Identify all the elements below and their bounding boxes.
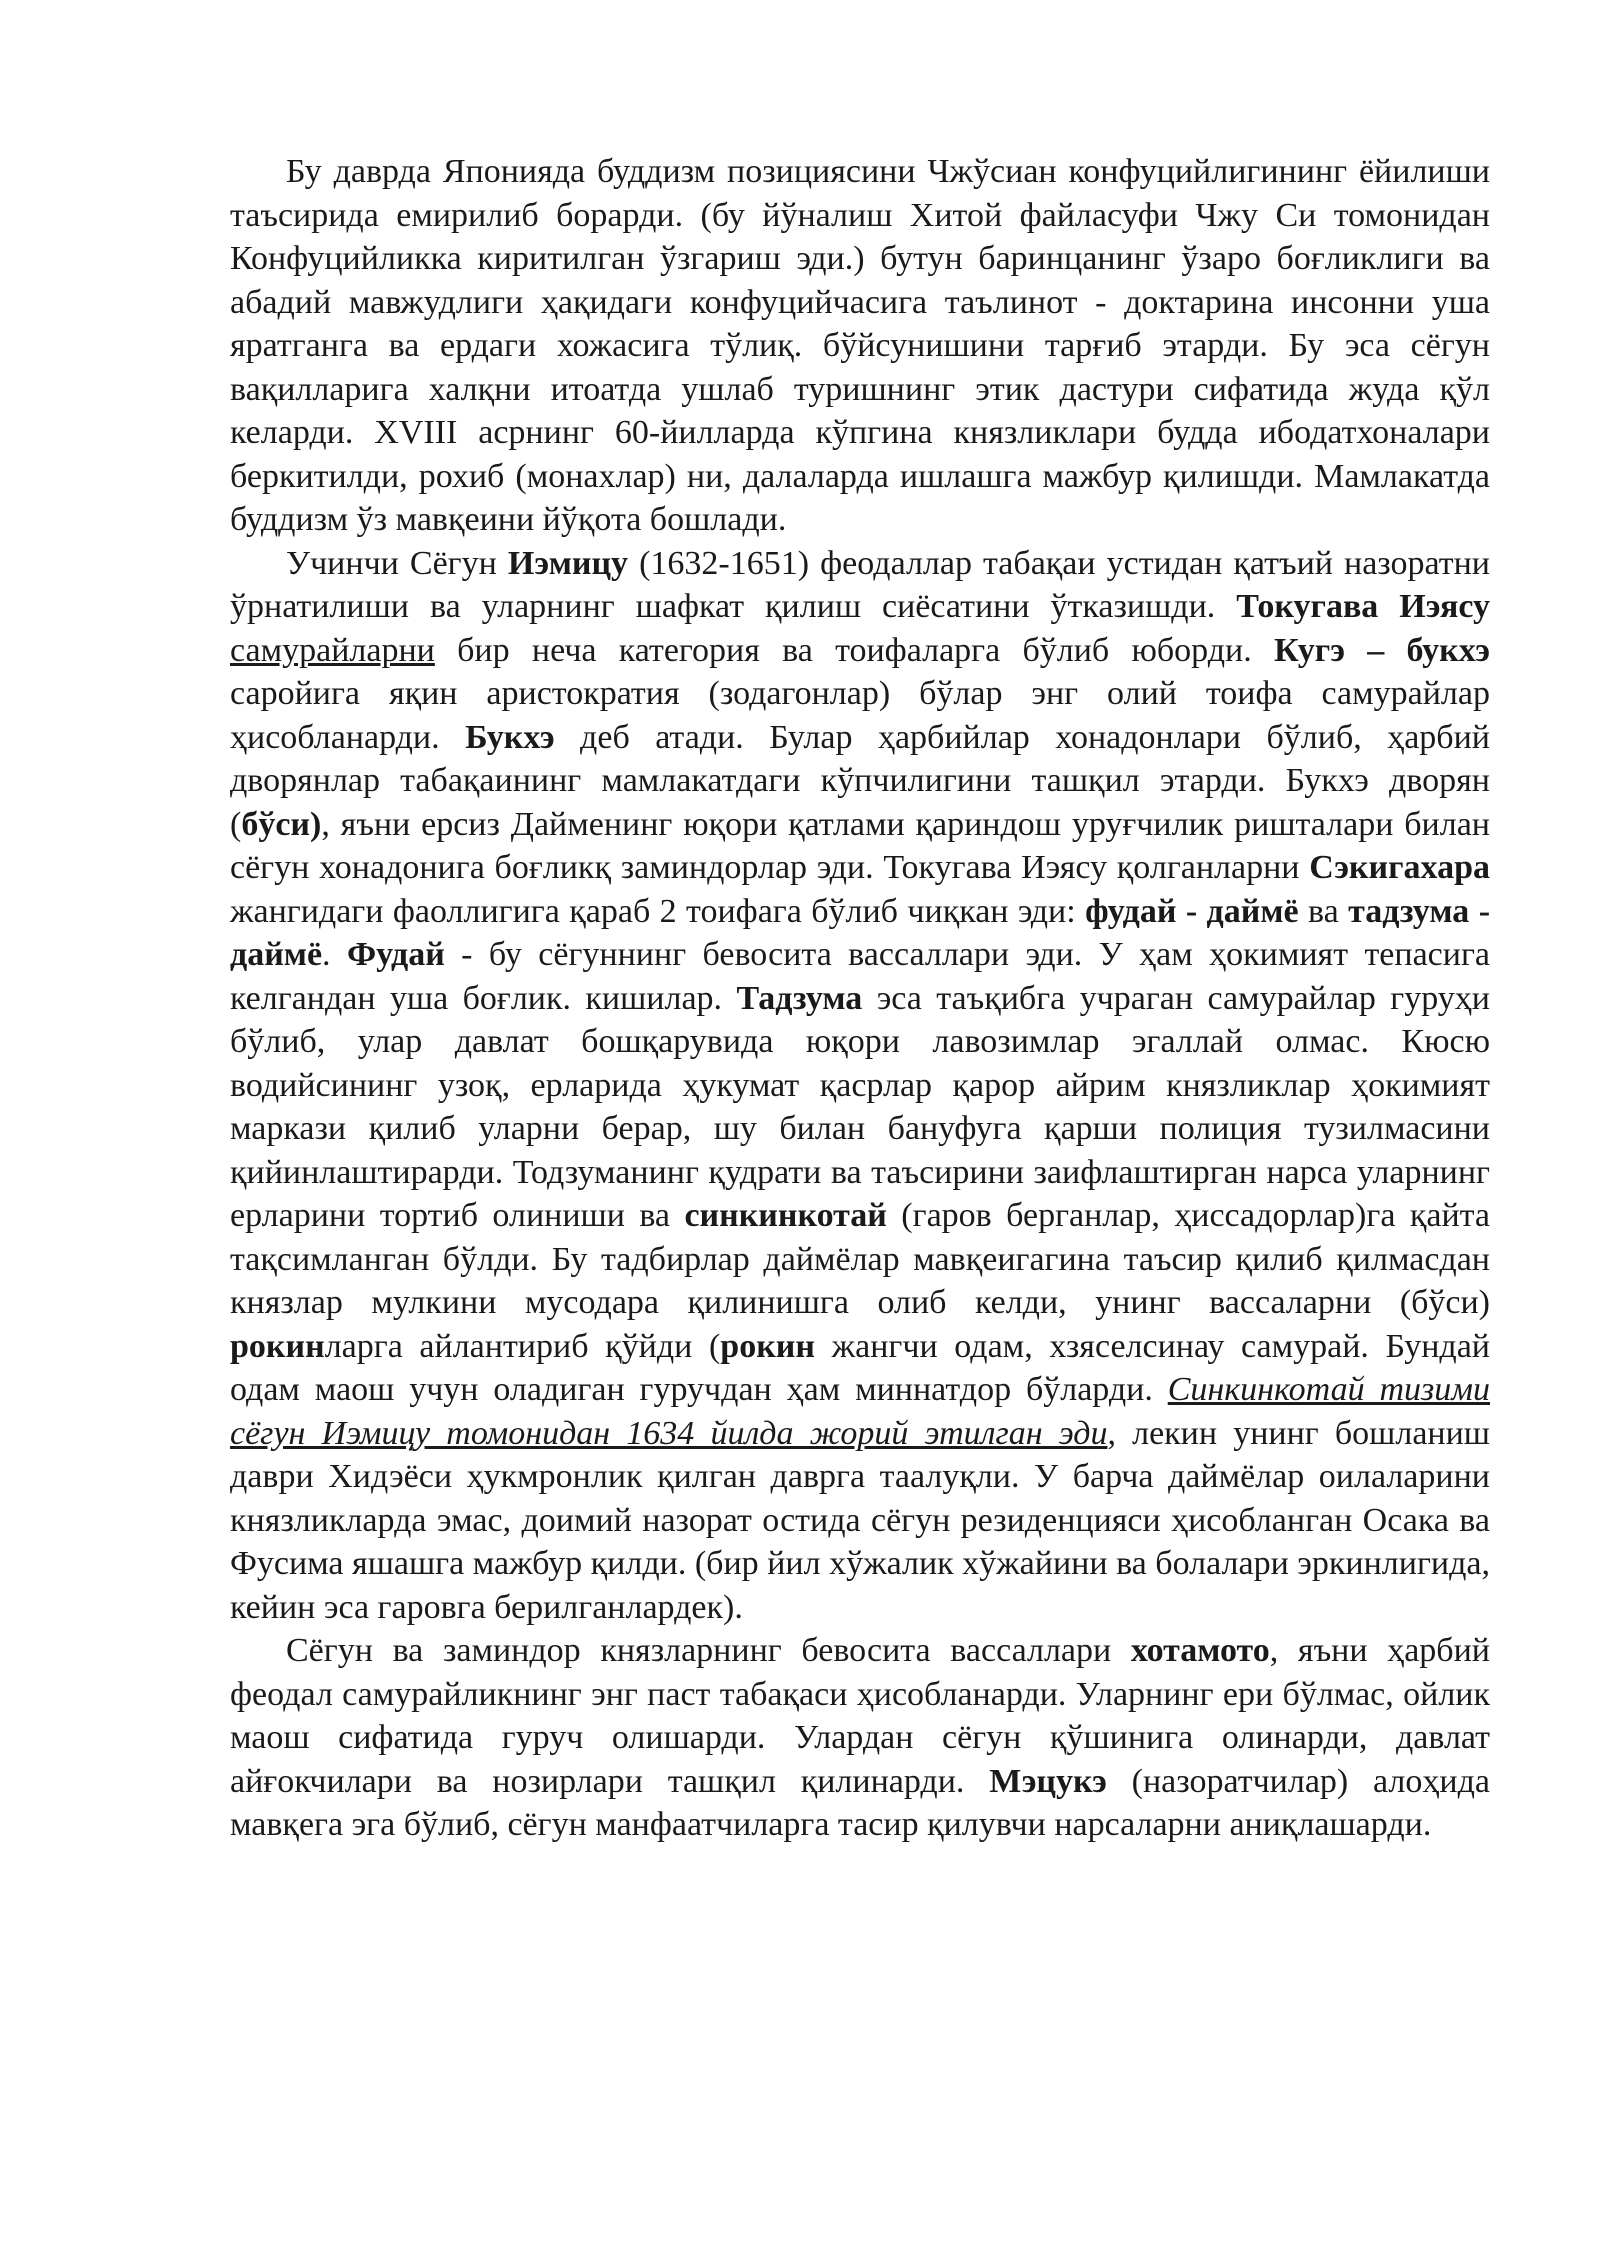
- text-run: Сёгун ва заминдор князларнинг бевосита вассаллари: [286, 1632, 1131, 1669]
- text-run: (гаров берганлар, ҳиссадорлар)га қайта тақсимланган бўлди. Бу тадбирлар даймёлар мавқеигагина таъсир қилиб қилмасдан князлар мулкини мусодара қилинишга олиб келди, унинг вассаларни (бўси): [230, 1197, 1490, 1321]
- bold-term: Иэмицу: [507, 544, 629, 582]
- bold-term: тадзума - даймё: [230, 892, 1491, 973]
- bold-term: бўси): [241, 805, 322, 843]
- document-page: [230, 150, 1490, 1847]
- text-run: ва: [1298, 892, 1349, 930]
- text-run: , яъни ерсиз Дайменинг юқори қатлами қариндош уруғчилик ришталари билан сёгун хонадонига боғликқ заминдорлар эди. Токугава Иэясу қолганларни: [230, 805, 1490, 886]
- text-run: .: [322, 936, 347, 973]
- text-run: деб атади. Булар ҳарбийлар хонадонлари бўлиб, ҳарбий дворянлар табақаининг мамлакатдаги кўпчилигини ташқил этарди. Букхэ дворян (: [230, 718, 1490, 843]
- text-run: Бу даврда Японияда буддизм позициясини Чжўсиан конфуцийлигининг ёйилиши таъсирида емирилиб борарди. (бу йўналиш Хитой файласуфи Чжу Си томонидан Конфуцийликка киритилган ўзгариш эди.) бутун баринцанинг ўзаро боғликлиги ва абадий мавжудлиги ҳақидаги конфуцийчасига таълинот - доктарина инсонни уша яратганга ва ердаги хожасига тўлиқ. бўйсунишини тарғиб этарди. Бу эса сёгун вақилларига халқни итоатда ушлаб туришнинг этик дастури сифатида жуда қўл келарди. XVIII асрнинг 60-йилларда кўпгина князликлари будда ибодатхоналари беркитилди, рохиб (монахлар) ни, далаларда ишлашга мажбур қилишди. Мамлакатда буддизм ўз мавқеини йўқота бошлади.: [230, 153, 1490, 538]
- paragraph: [230, 542, 1490, 1630]
- text-run: саройига яқин аристократия (зодагонлар) бўлар энг олий тоифа самурайлар ҳисобланарди.: [230, 675, 1490, 756]
- text-run: бир неча категория ва тоифаларга бўлиб юборди.: [434, 631, 1274, 669]
- bold-term: Тадзума: [736, 979, 863, 1017]
- underlined-italic-sentence: Синкинкотай тизими сёгун Иэмицу томонидан 1634 йилда жорий этилган эди: [230, 1371, 1490, 1452]
- underlined-term: самурайларни: [230, 631, 435, 669]
- text-run: жангидаги фаоллигига қараб 2 тоифага бўлиб чиқкан эди:: [230, 892, 1086, 930]
- bold-term: хотамото: [1130, 1632, 1270, 1669]
- bold-term: синкинкотай: [684, 1197, 887, 1234]
- bold-term: Кугэ – букхэ: [1274, 631, 1490, 669]
- bold-term: рокин: [230, 1327, 325, 1365]
- text-run: , лекин унинг бошланиш даври Хидэёси ҳукмронлик қилган даврга таалуқли. У барча даймёлар оилаларини князликларда эмас, доимий назорат остида сёгун резиденцияси ҳисобланган Осака ва Фусима яшашга мажбур қилди. (бир йил хўжалик хўжайини ва болалари эркинлигида, кейин эса гаровга берилганлардек).: [230, 1414, 1490, 1626]
- paragraph: [230, 150, 1490, 542]
- paragraph: [230, 1629, 1490, 1847]
- text-run: эса таъқибга учраган самурайлар гуруҳи бўлиб, улар давлат бошқарувида юқори лавозимлар эгаллай олмас. Кюсю водийсининг узоқ, ерларида ҳукумат қасрлар қарор айрим князликлар ҳокимият маркази қилиб уларни берар, шу билан бануфуга қарши полиция тузилмасини қийинлаштирарди. Тодзуманинг қудрати ва таъсирини заифлаштирган нарса уларнинг ерларини тортиб олиниши ва: [230, 979, 1490, 1234]
- bold-term: Сэкигахара: [1309, 849, 1490, 886]
- bold-term: фудай - даймё: [1085, 892, 1299, 930]
- text-run: ларга айлантириб қўйди (: [324, 1327, 721, 1365]
- bold-term: Фудай: [346, 936, 445, 973]
- text-run: - бу сёгуннинг бевосита вассаллари эди. У ҳам ҳокимият тепасига келгандан уша боғлик. кишилар.: [230, 936, 1491, 1017]
- bold-term: Букхэ: [465, 718, 555, 756]
- bold-term: Токугава Иэясу: [1236, 588, 1490, 625]
- text-run: (назоратчилар) алоҳида мавқега эга бўлиб, сёгун манфаатчиларга тасир қилувчи нарсаларни аниқлашарди.: [230, 1762, 1490, 1843]
- bold-term: рокин: [720, 1327, 815, 1365]
- text-run: Учинчи Сёгун: [286, 544, 508, 582]
- text-run: , яъни ҳарбий феодал самурайликнинг энг паст табақаси ҳисобланарди. Уларнинг ери бўлмас, ойлик маош сифатида гуруч олишарди. Улардан сёгун қўшинига олинарди, давлат айғокчилари ва нозирлари ташқил қилинарди.: [230, 1632, 1490, 1800]
- text-run: жангчи одам, хзяселсинау самурай. Бундай одам маош учун оладиган гуручдан ҳам миннатдор бўларди.: [230, 1327, 1490, 1408]
- text-run: (1632-1651) феодаллар табақаи устидан қатъий назоратни ўрнатилиши ва уларнинг шафкат қилиш сиёсатини ўтказишди.: [230, 544, 1490, 625]
- bold-term: Мэцукэ: [989, 1762, 1107, 1800]
